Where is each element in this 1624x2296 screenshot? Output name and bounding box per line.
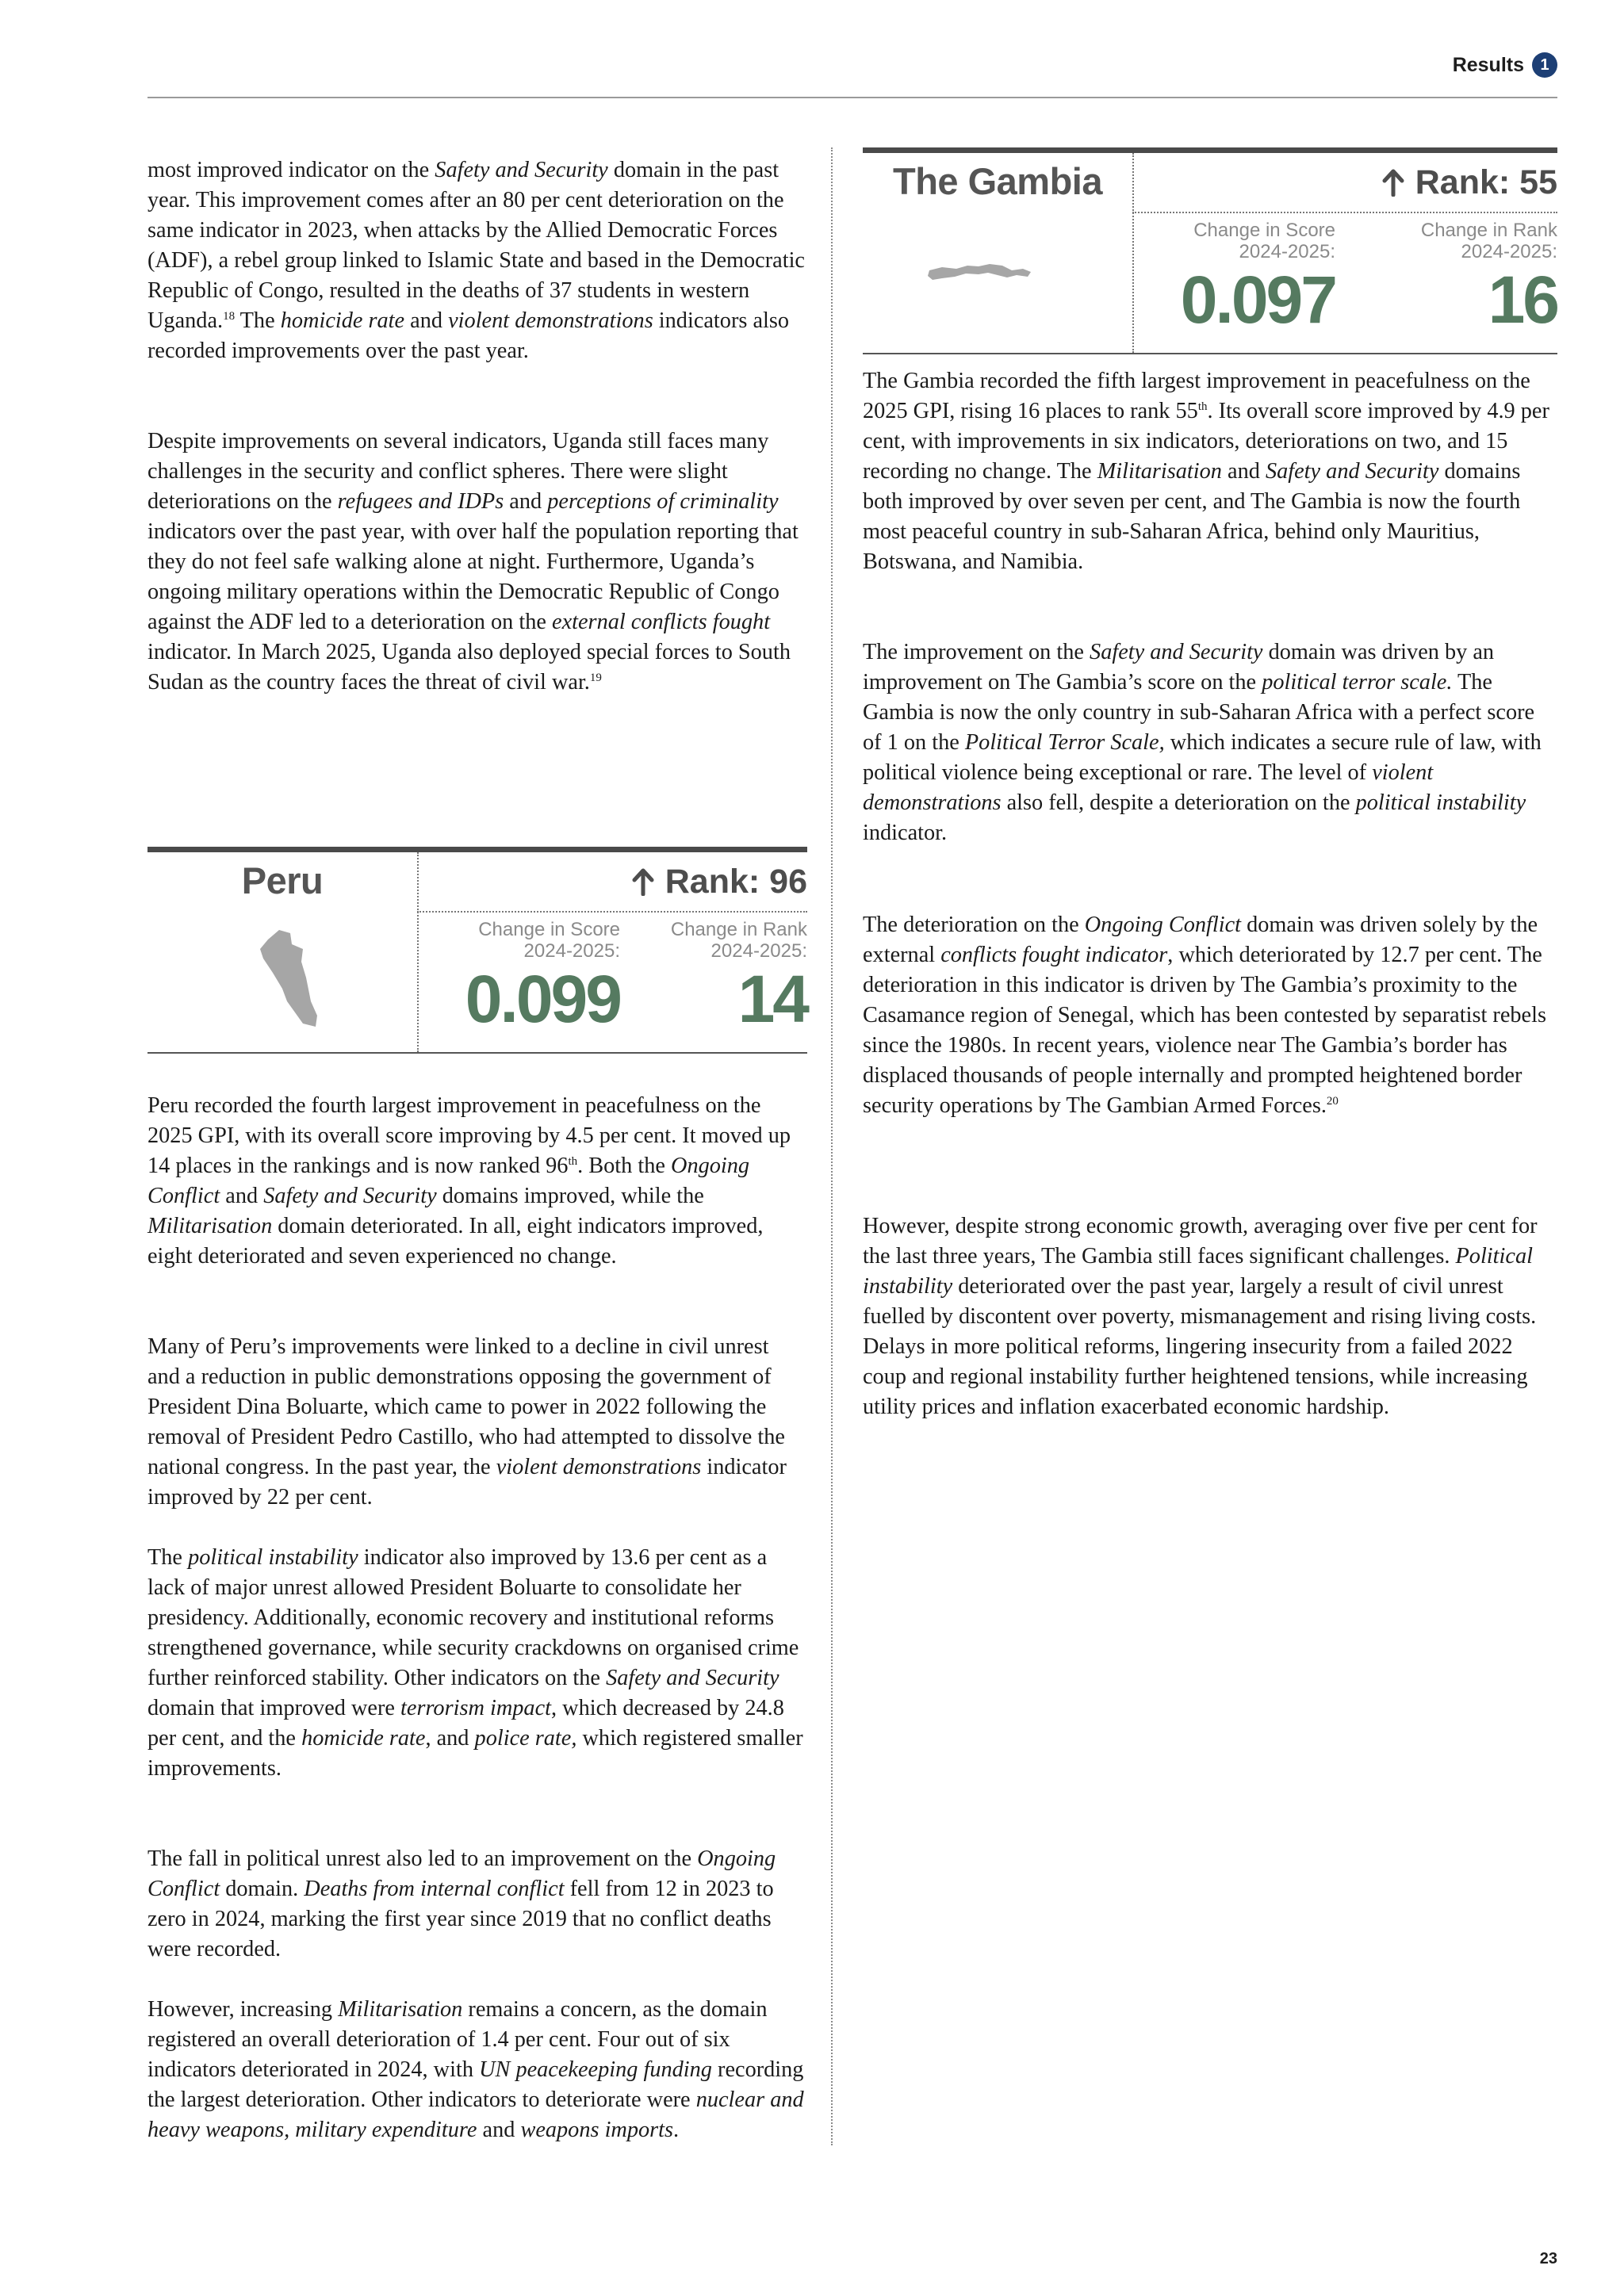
text-run: Despite improvements on several indicators, Uganda still faces many challenges in the security and conflict spheres. There were slight deteriorations on the [147, 429, 769, 514]
text-run: The fall in political unrest also led to an improvement on the [147, 1846, 698, 1871]
text-run: and [504, 489, 548, 514]
peru-paragraph-1 [147, 1091, 806, 1272]
text-run: domain that improved were [147, 1696, 401, 1720]
footnote-ref: 19 [589, 672, 602, 684]
gambia-paragraph-2 [863, 637, 1557, 848]
rank-change-label: Change in Rank 2024-2025: [670, 919, 807, 962]
column-divider [831, 147, 833, 2145]
emphasis: Militarisation [147, 1214, 273, 1238]
text-run: domains improved, while the [436, 1184, 704, 1208]
text-run: domains both improved by over seven per cent, and The Gambia is now the fourth most peaceful country in sub-Saharan Africa, behind only Mauritius, Botswana, and Namibia. [863, 459, 1521, 574]
text-run: most improved indicator on the [147, 158, 435, 182]
peru-score-change [417, 919, 620, 1035]
emphasis: homicide rate [280, 308, 405, 333]
text-run: indicator also improved by 13.6 per cent as a lack of major unrest allowed President Boluarte to consolidate her presidency. Additionally, economic recovery and institutional reforms strengthened governance, while security crackdowns on organised crime further reinforced stability. Other indicators on the [147, 1545, 799, 1690]
emphasis: perceptions of criminality [547, 489, 779, 514]
emphasis: Safety and Security [263, 1184, 437, 1208]
uganda-paragraph-1 [147, 155, 806, 366]
uganda-paragraph-2 [147, 427, 806, 698]
emphasis: violent demonstrations [496, 1455, 702, 1479]
text-run: . Both the [577, 1154, 672, 1178]
up-arrow-icon [630, 867, 656, 896]
text-run: domain was driven by an improvement on The Gambia’s score on the [863, 640, 1495, 695]
gambia-rank-row [1132, 153, 1557, 213]
peru-rank-row [417, 852, 807, 913]
gambia-score-box [863, 147, 1557, 354]
footnote-ref: 20 [1326, 1095, 1339, 1108]
emphasis: political instability [1355, 790, 1526, 815]
footnote-ref: 18 [223, 310, 236, 323]
rank-change-label: Change in Rank 2024-2025: [1420, 220, 1557, 262]
text-run: indicator. In March 2025, Uganda also deployed special forces to South Sudan as the country faces the threat of civil war. [147, 640, 791, 695]
text-run: indicators over the past year, with over half the population reporting that they do not feel safe walking alone at night. Furthermore, Uganda’s ongoing military operations within the Democratic Republic of Congo against the ADF led to a deterioration on the [147, 519, 799, 634]
emphasis: Safety and Security [1090, 640, 1263, 664]
text-run: which registered smaller improvements. [147, 1726, 803, 1781]
text-run: However, increasing [147, 1997, 339, 2022]
text-run: deteriorated over the past year, largely a result of civil unrest fuelled by discontent over poverty, mismanagement and rising living costs. Delays in more political reforms, lingering insecurity from a failed 2022 coup and regional instability further heightened tensions, while increasing utility prices and inflation exacerbated economic hardship. [863, 1274, 1537, 1419]
emphasis: weapons imports [520, 2118, 674, 2142]
peru-map-icon [147, 925, 417, 1040]
page-number: 23 [1539, 2250, 1557, 2267]
emphasis: homicide rate [301, 1726, 426, 1751]
emphasis: police rate, [474, 1726, 577, 1751]
text-run: also fell, despite a deterioration on the [1001, 790, 1356, 815]
emphasis: refugees and IDPs [337, 489, 504, 514]
text-run: indicator. [863, 821, 948, 845]
emphasis: terrorism impact [400, 1696, 551, 1720]
section-title: Results [1452, 53, 1524, 76]
up-arrow-icon [1381, 168, 1406, 197]
text-run: which indicates a secure rule of law, with political violence being exceptional or rare. The level of [863, 730, 1542, 785]
ordinal-suffix: th [568, 1155, 578, 1168]
text-run: Peru recorded the fourth largest improvement in peacefulness on the 2025 GPI, with its overall score improving by 4.5 per cent. It moved up 14 places in the rankings and is now ranked 96 [147, 1093, 791, 1178]
text-run: domain deteriorated. In all, eight indicators improved, eight deteriorated and seven experienced no change. [147, 1214, 764, 1269]
emphasis: UN peacekeeping funding [479, 2057, 712, 2082]
gambia-score-change [1132, 220, 1335, 335]
emphasis: external conflicts fought [552, 610, 771, 634]
text-run: , and [425, 1726, 475, 1751]
ordinal-suffix: th [1197, 400, 1208, 413]
country-name: Peru [241, 859, 324, 901]
score-change-label: Change in Score 2024-2025: [478, 919, 620, 962]
emphasis: Militarisation [338, 1997, 463, 2022]
text-run: indicators also recorded improvements over the past year. [147, 308, 790, 363]
emphasis: Deaths from internal conflict [304, 1877, 565, 1901]
text-run: The [235, 308, 281, 333]
text-run: , which decreased by 24.8 per cent, and the [147, 1696, 784, 1751]
emphasis: Ongoing Conflict [1084, 913, 1242, 937]
emphasis: Political Terror Scale, [964, 730, 1165, 755]
text-run: domain in the past year. This improvement comes after an 80 per cent deterioration on the same indicator in 2023, when attacks by the Allied Democratic Forces (ADF), a rebel group linked to Islamic State and based in the Democratic Republic of Congo, resulted in the deaths of 37 students in western Uganda. [147, 158, 805, 333]
score-change-label: Change in Score 2024-2025: [1193, 220, 1335, 262]
emphasis: Ongoing Conflict [147, 1846, 776, 1901]
text-run: The deterioration on the [863, 913, 1085, 937]
peru-paragraph-5 [147, 1995, 806, 2145]
emphasis: Militarisation [1097, 459, 1222, 484]
text-run: The Gambia recorded the fifth largest improvement in peacefulness on the 2025 GPI, rising 16 places to rank 55 [863, 369, 1530, 423]
peru-paragraph-3 [147, 1543, 806, 1784]
text-run: recording the largest deterioration. Other indicators to deteriorate were [147, 2057, 804, 2112]
text-run: . Its overall score improved by 4.9 per cent, with improvements in six indicators, deteriorations on two, and 15 recording no change. The [863, 399, 1549, 484]
text-run: However, despite strong economic growth, averaging over five per cent for the last three years, The Gambia still faces significant challenges. [863, 1214, 1538, 1269]
text-run: remains a concern, as the domain registered an overall deterioration of 1.4 per cent. Four out of six indicators deteriorated in 2024, with [147, 1997, 768, 2082]
text-run: domain was driven solely by the external [863, 913, 1538, 967]
emphasis: Safety and Security [606, 1666, 779, 1690]
rank-change-value: 14 [737, 962, 807, 1036]
text-run: , which deteriorated by 12.7 per cent. The deterioration in this indicator is driven by The Gambia’s proximity to the Casamance region of Senegal, which has been contested by separatist rebels since the 1980s. In recent years, violence near The Gambia’s border has displaced thousands of people internally and prompted heightened border security operations by The Gambian Armed Forces. [863, 943, 1546, 1118]
emphasis: conflicts fought indicator [940, 943, 1168, 967]
emphasis: Ongoing Conflict [147, 1154, 750, 1208]
gambia-name-cell [863, 153, 1134, 353]
emphasis: Safety and Security [435, 158, 608, 182]
text-run: and [1221, 459, 1266, 484]
country-name: The Gambia [892, 160, 1102, 202]
text-run: Many of Peru’s improvements were linked to a decline in civil unrest and a reduction in public demonstrations opposing the government of President Dina Boluarte, which came to power in 2022 following the removal of President Pedro Castillo, who had attempted to dissolve the national congress. In the past year, the [147, 1334, 785, 1479]
peru-paragraph-4 [147, 1844, 806, 1965]
gambia-paragraph-4 [863, 1211, 1557, 1422]
score-change-value: 0.099 [465, 962, 620, 1036]
text-run: domain. [220, 1877, 304, 1901]
emphasis: nuclear and heavy weapons, military expenditure [147, 2087, 804, 2142]
text-run: and [477, 2118, 521, 2142]
emphasis: political terror scale. [1262, 670, 1453, 695]
score-change-value: 0.097 [1180, 262, 1335, 337]
rank-label: Rank: 96 [665, 862, 807, 901]
emphasis: violent demonstrations [448, 308, 653, 333]
rank-change-value: 16 [1488, 262, 1557, 337]
emphasis: Political instability [863, 1244, 1533, 1299]
header-rule [147, 97, 1557, 98]
gambia-map-icon [863, 248, 1132, 300]
emphasis: Safety and Security [1265, 459, 1439, 484]
rank-label: Rank: 55 [1415, 163, 1557, 201]
emphasis: political instability [188, 1545, 358, 1570]
text-run: indicator improved by 22 per cent. [147, 1455, 787, 1510]
gambia-paragraph-3 [863, 910, 1557, 1121]
peru-score-box [147, 847, 807, 1054]
gambia-rank-change [1399, 220, 1557, 335]
text-run: and [404, 308, 449, 333]
gambia-paragraph-1 [863, 366, 1557, 577]
peru-paragraph-2 [147, 1332, 806, 1513]
section-number-badge: 1 [1532, 52, 1557, 78]
emphasis: violent demonstrations [863, 760, 1434, 815]
text-run: The improvement on the [863, 640, 1090, 664]
peru-name-cell [147, 852, 419, 1052]
text-run: The [147, 1545, 189, 1570]
text-run: The Gambia is now the only country in sub-Saharan Africa with a perfect score of 1 on the [863, 670, 1535, 755]
peru-rank-change [649, 919, 807, 1035]
text-run: and [220, 1184, 264, 1208]
text-run: . [673, 2118, 680, 2142]
text-run: fell from 12 in 2023 to zero in 2024, marking the first year since 2019 that no conflict deaths were recorded. [147, 1877, 774, 1961]
page-header [1453, 49, 1557, 81]
